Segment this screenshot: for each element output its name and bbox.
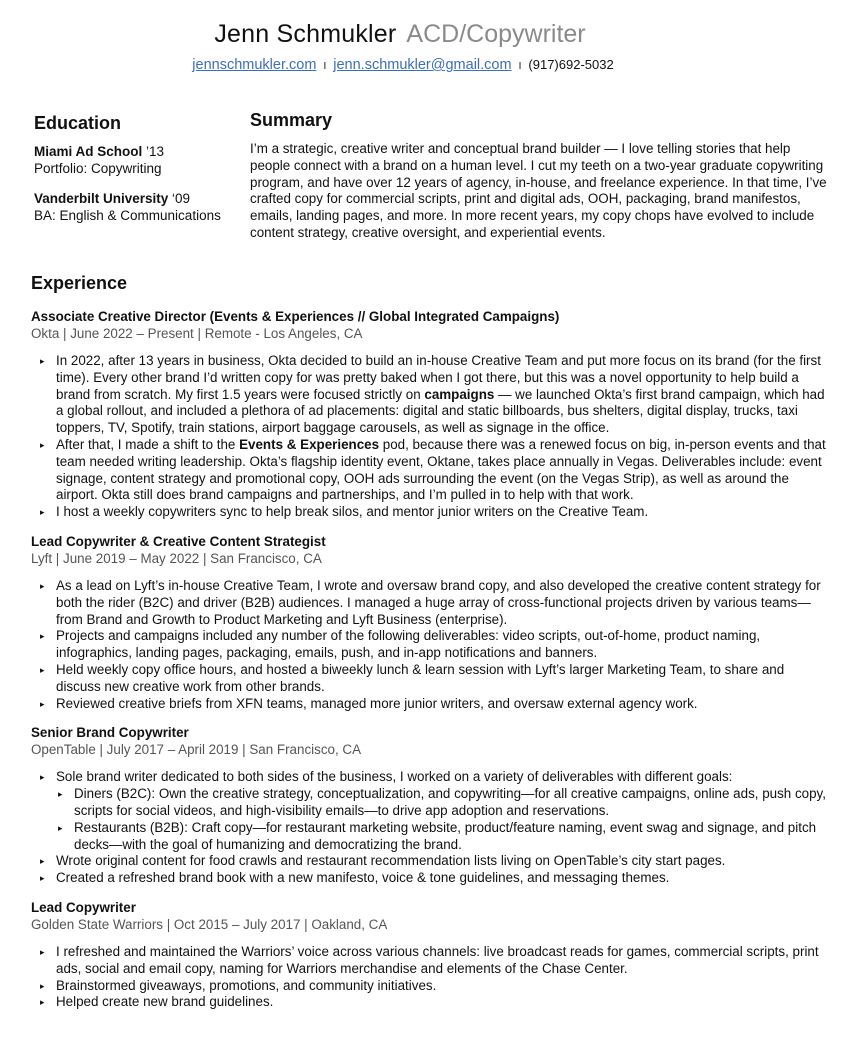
- email-link[interactable]: jenn.schmukler@gmail.com: [333, 57, 512, 73]
- experience-section: [31, 273, 831, 1023]
- phone-number: (917)692-5032: [528, 57, 614, 72]
- job-entry: [31, 724, 831, 887]
- job-bullets: [31, 769, 831, 887]
- job-bullet: ▸ Projects and campaigns included any number of the following deliverables: video scripts, out-of-home, product naming, infographics, landing pages, packaging, emails, push, and in-app notifications and banners.: [56, 628, 831, 662]
- summary-heading: Summary: [250, 110, 333, 130]
- education-section: [34, 113, 244, 238]
- summary-section: [250, 110, 830, 242]
- contact-separator: I: [518, 61, 522, 72]
- summary-text: I’m a strategic, creative writer and conceptual brand builder — I love telling stories that help people connect with a brand on a human level. I cut my teeth on a two-year graduate copywriting program, and have over 12 years of agency, in-house, and freelance experience. In that time, I’ve crafted copy for commercial scripts, print and digital ads, OOH, packaging, brand manifestos, emails, landing pages, and more. In more recent years, my copy chops have evolved to include content strategy, creative oversight, and experiential events.: [250, 141, 827, 240]
- job-bullet: ▸ Reviewed creative briefs from XFN teams, managed more junior writers, and oversaw external agency work.: [56, 696, 831, 713]
- job-sub-bullet: ▸ Diners (B2C): Own the creative strategy, conceptualization, and copywriting—for all creative campaigns, online ads, push copy, scripts for social videos, and high-visibility emails—to drive app adoption and reservations.: [74, 786, 831, 820]
- job-meta: Lyft | June 2019 – May 2022 | San Francisco, CA: [31, 550, 322, 566]
- education-heading: Education: [34, 113, 122, 133]
- job-bullet: ▸ Sole brand writer dedicated to both sides of the business, I worked on a variety of deliverables with different goals: ▸ Diners (B2C): Own the creative strategy, conceptualization, and copywriting—for all creative campaigns, online ads, push copy, scripts for social videos, and high-visibility emails—to drive app adoption and reservations. ▸ Restaurants (B2B): Craft copy—for restaurant marketing website, product/feature naming, event swag and signage, and pitch decks—with the goal of humanizing and democratizing the brand.: [56, 769, 831, 853]
- website-link[interactable]: jennschmukler.com: [192, 57, 317, 73]
- school-name: Vanderbilt University ‘09: [34, 191, 191, 206]
- job-title: Lead Copywriter: [31, 899, 136, 915]
- job-title: Senior Brand Copywriter: [31, 725, 189, 741]
- contact-line: [0, 57, 806, 73]
- resume-header: [0, 20, 800, 49]
- school-detail: Portfolio: Copywriting: [34, 161, 162, 176]
- job-entry: [31, 899, 831, 1011]
- school-detail: BA: English & Communications: [34, 208, 221, 223]
- job-bullet: ▸ Held weekly copy office hours, and hosted a biweekly lunch & learn session with Lyft’s larger Marketing Team, to share and discuss new creative work from other brands.: [56, 662, 831, 696]
- job-bullet: ▸ In 2022, after 13 years in business, Okta decided to build an in-house Creative Team and put more focus on its brand (for the first time). Every other brand I’d written copy for was pretty baked when I got there, but this was a novel opportunity to help build a brand from scratch. My first 1.5 years were focused strictly on campaigns — we launched Okta’s first brand campaign, which had a global rollout, and included a plethora of ad placements: digital and static billboards, bus shelters, digital display, trucks, taxi toppers, TV, Spotify, train stations, airport baggage carousels, as well as signage in the office.: [56, 353, 831, 437]
- job-bullet: ▸ After that, I made a shift to the Events & Experiences pod, because there was a renewed focus on big, in-person events and that team needed writing leadership. Okta’s flagship identity event, Oktane, takes place annually in Vegas. Deliverables include: event signage, content strategy and promotional copy, OOH ads surrounding the event (on the Vegas Strip), as well as around the airport. Okta still does brand campaigns and partnerships, and I’m pulled in to help with that work.: [56, 437, 831, 504]
- job-bullet: ▸ I host a weekly copywriters sync to help break silos, and mentor junior writers on the Creative Team.: [56, 504, 831, 521]
- job-bullet: ▸ Brainstormed giveaways, promotions, and community initiatives.: [56, 978, 831, 995]
- job-bullet: ▸ Created a refreshed brand book with a new manifesto, voice & tone guidelines, and messaging themes.: [56, 870, 831, 887]
- job-entry: [31, 308, 831, 521]
- experience-heading: Experience: [31, 273, 128, 293]
- contact-separator: I: [323, 61, 327, 72]
- job-bullets: [31, 578, 831, 712]
- job-entry: [31, 533, 831, 712]
- candidate-role: ACD/Copywriter: [406, 20, 586, 48]
- job-title: Associate Creative Director (Events & Experiences // Global Integrated Campaigns): [31, 309, 560, 324]
- job-meta: OpenTable | July 2017 – April 2019 | San Francisco, CA: [31, 742, 362, 758]
- job-sub-bullets: [56, 786, 831, 853]
- job-bullet: ▸ I refreshed and maintained the Warriors’ voice across various channels: live broadcast reads for games, commercial scripts, print ads, social and email copy, naming for Warriors merchandise and elements of the Chase Center.: [56, 944, 831, 978]
- job-bullet: ▸ As a lead on Lyft’s in-house Creative Team, I wrote and oversaw brand copy, and also developed the creative content strategy for both the rider (B2C) and driver (B2B) audiences. I managed a huge array of cross-functional projects driven by various teams—from Brand and Growth to Product Marketing and Lyft Business (enterprise).: [56, 578, 831, 628]
- candidate-name: Jenn Schmukler: [214, 20, 397, 48]
- job-bullet: ▸ Helped create new brand guidelines.: [56, 994, 831, 1011]
- job-bullet: ▸ Wrote original content for food crawls and restaurant recommendation lists living on OpenTable’s city start pages.: [56, 853, 831, 870]
- job-bullets: [31, 353, 831, 521]
- school-name: Miami Ad School ’13: [34, 144, 165, 159]
- job-meta: Golden State Warriors | Oct 2015 – July 2017 | Oakland, CA: [31, 916, 388, 932]
- job-meta: Okta | June 2022 – Present | Remote - Los Angeles, CA: [31, 326, 363, 341]
- job-bullets: [31, 944, 831, 1011]
- job-title: Lead Copywriter & Creative Content Strategist: [31, 533, 326, 549]
- job-sub-bullet: ▸ Restaurants (B2B): Craft copy—for restaurant marketing website, product/feature naming, event swag and signage, and pitch decks—with the goal of humanizing and democratizing the brand.: [74, 820, 831, 854]
